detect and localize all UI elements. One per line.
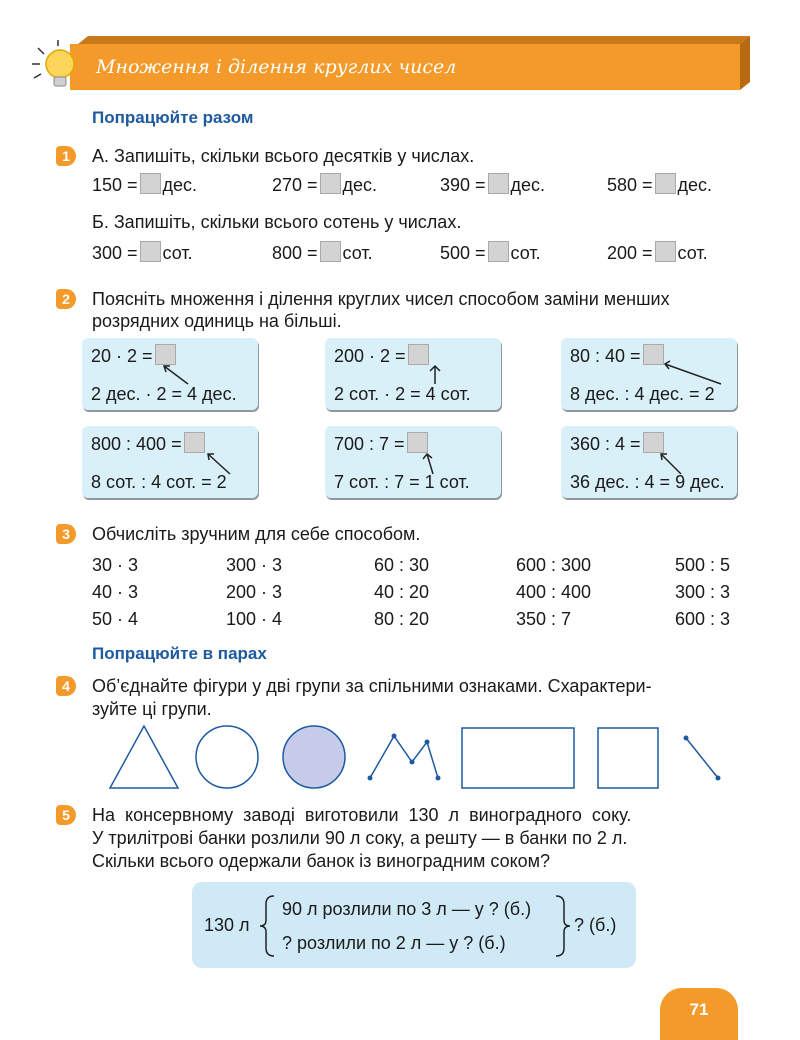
task4-text-line2: зуйте ці групи.	[92, 699, 212, 719]
task1-b-item	[92, 241, 193, 264]
calc-item: 30 · 3	[92, 555, 139, 575]
task1-a-item	[92, 173, 197, 196]
header-banner	[0, 34, 760, 94]
calc-item: 300 · 3	[226, 555, 283, 575]
answer-box[interactable]	[655, 241, 676, 262]
expression: 200 =	[607, 243, 653, 263]
card-expression: 20 · 2 =	[91, 344, 178, 367]
section-heading-together: Попрацюйте разом	[92, 108, 254, 127]
card-expression: 800 : 400 =	[91, 432, 207, 455]
task2-text-line1: Поясніть множення і ділення круглих чисел способом заміни менших	[92, 289, 670, 309]
task5-text-line1: На консервному заводі виготовили 130 л виноградного соку.	[92, 805, 632, 825]
expression: 580 =	[607, 175, 653, 195]
task-number-badge: 5	[56, 805, 76, 825]
answer-box[interactable]	[488, 173, 509, 194]
card-expression: 200 · 2 =	[334, 344, 431, 367]
expression: 300 =	[92, 243, 138, 263]
answer-box[interactable]	[488, 241, 509, 262]
expression: 270 =	[272, 175, 318, 195]
example-card	[325, 338, 501, 410]
task5-text-line2: У трилітрові банки розлили 90 л соку, а решту — в банки по 2 л.	[92, 828, 628, 848]
left-brace-icon	[258, 894, 278, 958]
answer-box[interactable]	[320, 173, 341, 194]
shapes-row	[100, 722, 740, 792]
example-card	[561, 338, 737, 410]
card-explanation: 2 сот. · 2 = 4 сот.	[334, 384, 471, 404]
answer-box[interactable]	[140, 241, 161, 262]
task-number-badge: 1	[56, 146, 76, 166]
task5-text-line3: Скільки всього одержали банок із виноградним соком?	[92, 851, 551, 871]
triangle-shape	[110, 726, 178, 788]
expression: 800 =	[272, 243, 318, 263]
unit: сот.	[677, 243, 708, 263]
unit: дес.	[162, 175, 198, 195]
task-number-badge: 4	[56, 676, 76, 696]
calc-item: 100 · 4	[226, 609, 283, 629]
scheme-result: ? (б.)	[574, 915, 617, 935]
unit: дес.	[510, 175, 546, 195]
calc-item: 50 · 4	[92, 609, 139, 629]
card-explanation: 7 сот. : 7 = 1 сот.	[334, 472, 470, 492]
expression: 150 =	[92, 175, 138, 195]
lightbulb-icon	[30, 40, 80, 92]
answer-box[interactable]	[320, 241, 341, 262]
task1-a-item	[607, 173, 712, 196]
task1-b-text: Б. Запишіть, скільки всього сотень у числах.	[92, 212, 462, 232]
calc-item: 500 : 5	[675, 555, 731, 575]
example-card	[82, 426, 258, 498]
circle-shape	[196, 726, 258, 788]
calc-item: 400 : 400	[516, 582, 592, 602]
calc-item: 200 · 3	[226, 582, 283, 602]
card-explanation: 8 дес. : 4 дес. = 2	[570, 384, 715, 404]
segment-shape	[684, 736, 721, 781]
card-explanation: 8 сот. : 4 сот. = 2	[91, 472, 227, 492]
scheme-total: 130 л	[204, 915, 250, 935]
answer-box[interactable]	[140, 173, 161, 194]
calc-item: 40 · 3	[92, 582, 139, 602]
unit: сот.	[162, 243, 193, 263]
calc-item: 350 : 7	[516, 609, 572, 629]
calc-item: 80 : 20	[374, 609, 430, 629]
calc-item: 600 : 3	[675, 609, 731, 629]
task-number-badge: 3	[56, 524, 76, 544]
card-expression: 700 : 7 =	[334, 432, 430, 455]
task1-a-item	[440, 173, 545, 196]
unit: сот.	[342, 243, 373, 263]
unit: дес.	[677, 175, 713, 195]
calc-item: 600 : 300	[516, 555, 592, 575]
calc-item: 300 : 3	[675, 582, 731, 602]
unit: дес.	[342, 175, 378, 195]
card-expression: 80 : 40 =	[570, 344, 666, 367]
task-number-badge: 2	[56, 289, 76, 309]
broken-line-shape	[368, 734, 441, 781]
example-card	[561, 426, 737, 498]
right-brace-icon	[552, 894, 572, 958]
filled-circle-shape	[283, 726, 345, 788]
task1-b-item	[440, 241, 541, 264]
example-card	[325, 426, 501, 498]
example-card	[82, 338, 258, 410]
rectangle-shape	[462, 728, 574, 788]
scheme-row2: ? розлили по 2 л — у ? (б.)	[282, 933, 506, 953]
unit: сот.	[510, 243, 541, 263]
task1-a-item	[272, 173, 377, 196]
calc-item: 60 : 30	[374, 555, 430, 575]
card-explanation: 36 дес. : 4 = 9 дес.	[570, 472, 725, 492]
solution-scheme	[192, 882, 636, 968]
task1-a-text: А. Запишіть, скільки всього десятків у числах.	[92, 146, 475, 166]
scheme-row1: 90 л розлили по 3 л — у ? (б.)	[282, 899, 532, 919]
page-title: Множення і ділення круглих чисел	[96, 56, 457, 78]
answer-box[interactable]	[655, 173, 676, 194]
task1-b-item	[607, 241, 708, 264]
task3-text: Обчисліть зручним для себе способом.	[92, 524, 421, 544]
task1-b-item	[272, 241, 373, 264]
square-shape	[598, 728, 658, 788]
section-heading-pairs: Попрацюйте в парах	[92, 644, 267, 663]
calc-item: 40 : 20	[374, 582, 430, 602]
expression: 390 =	[440, 175, 486, 195]
task4-text-line1: Об’єднайте фігури у дві групи за спільними ознаками. Схарактери-	[92, 676, 652, 696]
card-expression: 360 : 4 =	[570, 432, 666, 455]
task2-text-line2: розрядних одиниць на більші.	[92, 311, 342, 331]
page-number: 71	[660, 988, 738, 1040]
expression: 500 =	[440, 243, 486, 263]
card-explanation: 2 дес. · 2 = 4 дес.	[91, 384, 237, 404]
